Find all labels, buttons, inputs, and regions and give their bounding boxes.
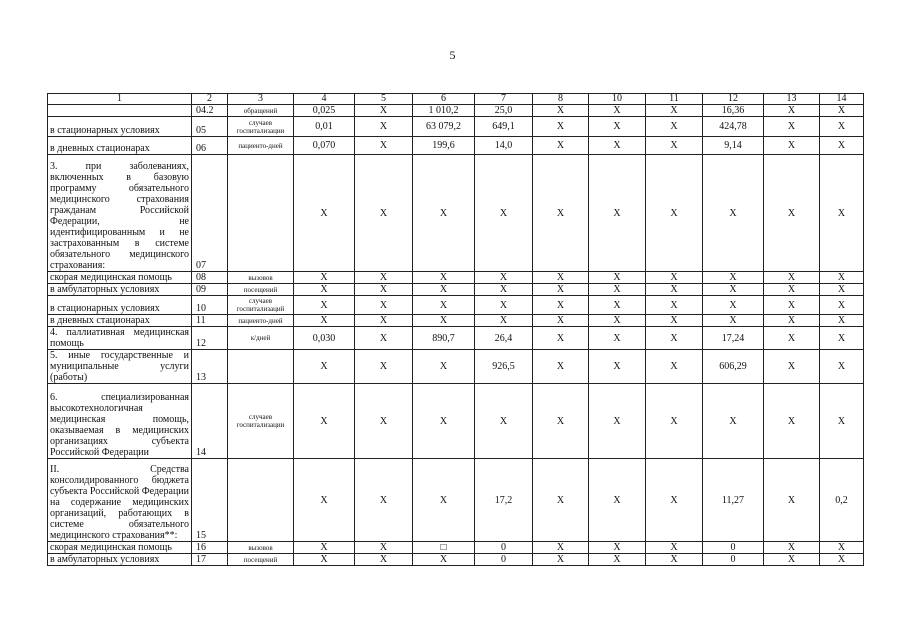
row-value: X — [355, 155, 413, 272]
row-value: 14,0 — [475, 137, 533, 155]
row-value: X — [646, 105, 703, 117]
row-code: 04.2 — [192, 105, 228, 117]
row-name — [48, 105, 192, 117]
row-unit: случаев госпитализации — [228, 117, 294, 137]
row-value: X — [820, 384, 864, 459]
row-value: X — [589, 384, 646, 459]
row-value: 0 — [703, 554, 764, 566]
row-value: 63 079,2 — [413, 117, 475, 137]
row-code: 16 — [192, 542, 228, 554]
row-value: X — [764, 117, 820, 137]
row-code: 17 — [192, 554, 228, 566]
table-row — [48, 296, 864, 315]
row-value: X — [294, 384, 355, 459]
column-header: 8 — [533, 94, 589, 105]
row-value: X — [589, 272, 646, 284]
row-value: X — [646, 117, 703, 137]
row-name: в стационарных условиях — [48, 296, 192, 315]
row-code: 14 — [192, 384, 228, 459]
row-name: в стационарных условиях — [48, 117, 192, 137]
row-code: 10 — [192, 296, 228, 315]
row-code: 09 — [192, 284, 228, 296]
row-value: X — [646, 284, 703, 296]
row-value: X — [355, 105, 413, 117]
row-value: X — [589, 155, 646, 272]
row-value: X — [589, 296, 646, 315]
row-value: X — [589, 284, 646, 296]
row-value: X — [589, 137, 646, 155]
row-value: 0 — [703, 542, 764, 554]
row-name: в дневных стационарах — [48, 137, 192, 155]
row-value: X — [764, 384, 820, 459]
row-value: X — [703, 284, 764, 296]
table-row — [48, 117, 864, 137]
row-value: X — [764, 327, 820, 350]
row-value: X — [820, 542, 864, 554]
row-value: X — [646, 327, 703, 350]
row-value: X — [764, 315, 820, 327]
row-code: 08 — [192, 272, 228, 284]
row-value: X — [294, 459, 355, 542]
row-unit: вызовов — [228, 542, 294, 554]
row-value: X — [646, 384, 703, 459]
row-name: 6. специализированная высокотехнологичная медицинская помощь, оказываемая в медицинских организациях субъекта Российской Федерации — [48, 384, 192, 459]
row-value: X — [355, 284, 413, 296]
row-value: X — [820, 272, 864, 284]
row-value: X — [646, 315, 703, 327]
table-row — [48, 554, 864, 566]
row-value: X — [294, 542, 355, 554]
row-unit — [228, 350, 294, 384]
row-value: X — [413, 296, 475, 315]
row-value: X — [646, 272, 703, 284]
row-value: X — [764, 459, 820, 542]
row-value: X — [589, 117, 646, 137]
row-value: 17,24 — [703, 327, 764, 350]
row-name: в дневных стационарах — [48, 315, 192, 327]
row-value: 26,4 — [475, 327, 533, 350]
row-unit: обращений — [228, 105, 294, 117]
row-value: X — [646, 459, 703, 542]
row-value: 0,01 — [294, 117, 355, 137]
column-header: 3 — [228, 94, 294, 105]
table-row — [48, 272, 864, 284]
row-value: X — [413, 272, 475, 284]
row-value: X — [413, 459, 475, 542]
row-value: X — [764, 105, 820, 117]
row-name: в амбулаторных условиях — [48, 554, 192, 566]
row-name: II. Средства консолидированного бюджета субъекта Российской Федерации на содержание медицинских организаций, работающих в системе обязательного медицинского страхования**: — [48, 459, 192, 542]
row-value: X — [764, 137, 820, 155]
row-value: X — [646, 554, 703, 566]
row-code: 05 — [192, 117, 228, 137]
row-value: 649,1 — [475, 117, 533, 137]
row-value: X — [646, 155, 703, 272]
row-value: X — [294, 315, 355, 327]
row-value: 17,2 — [475, 459, 533, 542]
row-value: X — [533, 459, 589, 542]
row-value: 424,78 — [703, 117, 764, 137]
row-value: X — [355, 296, 413, 315]
row-value: X — [294, 155, 355, 272]
row-value: 0,025 — [294, 105, 355, 117]
row-value: 0,070 — [294, 137, 355, 155]
row-value: X — [764, 296, 820, 315]
row-value: X — [764, 542, 820, 554]
row-value: 199,6 — [413, 137, 475, 155]
table-row — [48, 350, 864, 384]
row-value: X — [475, 284, 533, 296]
row-value: X — [475, 315, 533, 327]
row-value: X — [413, 315, 475, 327]
row-value: 16,36 — [703, 105, 764, 117]
row-value: X — [475, 296, 533, 315]
row-value: X — [355, 554, 413, 566]
row-value: 11,27 — [703, 459, 764, 542]
row-value: X — [413, 350, 475, 384]
row-value: X — [703, 155, 764, 272]
row-value: X — [533, 155, 589, 272]
row-value: X — [703, 272, 764, 284]
row-unit: пациенто-дней — [228, 137, 294, 155]
column-header: 6 — [413, 94, 475, 105]
row-value: X — [533, 384, 589, 459]
table-row — [48, 137, 864, 155]
row-value: X — [294, 554, 355, 566]
row-code: 11 — [192, 315, 228, 327]
row-unit: к/дней — [228, 327, 294, 350]
row-value: X — [646, 542, 703, 554]
row-value: X — [355, 117, 413, 137]
table-row — [48, 315, 864, 327]
row-value: X — [820, 117, 864, 137]
row-unit: пациенто-дней — [228, 315, 294, 327]
row-unit: вызовов — [228, 272, 294, 284]
row-code: 15 — [192, 459, 228, 542]
column-header: 1 — [48, 94, 192, 105]
row-value: X — [355, 137, 413, 155]
row-value: 0,030 — [294, 327, 355, 350]
row-name: в амбулаторных условиях — [48, 284, 192, 296]
row-value: 0,2 — [820, 459, 864, 542]
row-value: X — [820, 327, 864, 350]
row-value: X — [703, 384, 764, 459]
row-value: X — [533, 315, 589, 327]
row-value: X — [355, 315, 413, 327]
row-value: X — [646, 350, 703, 384]
row-value: 1 010,2 — [413, 105, 475, 117]
row-value: X — [589, 327, 646, 350]
table-row — [48, 459, 864, 542]
row-value: X — [820, 284, 864, 296]
row-value: X — [820, 554, 864, 566]
row-value: X — [703, 296, 764, 315]
row-value: X — [764, 350, 820, 384]
row-value: 9,14 — [703, 137, 764, 155]
row-value: X — [355, 350, 413, 384]
row-value: X — [764, 155, 820, 272]
table-row — [48, 105, 864, 117]
row-value: X — [355, 327, 413, 350]
row-value: 0 — [475, 542, 533, 554]
column-header: 7 — [475, 94, 533, 105]
row-value: X — [413, 554, 475, 566]
row-value: 926,5 — [475, 350, 533, 384]
row-value: X — [533, 327, 589, 350]
row-unit — [228, 155, 294, 272]
row-value: □ — [413, 542, 475, 554]
row-value: X — [413, 284, 475, 296]
row-value: 606,29 — [703, 350, 764, 384]
row-value: X — [533, 272, 589, 284]
row-value: X — [294, 284, 355, 296]
row-name: 5. иные государственные и муниципальные услуги (работы) — [48, 350, 192, 384]
table-row — [48, 542, 864, 554]
row-unit — [228, 459, 294, 542]
row-value: X — [533, 284, 589, 296]
row-value: X — [764, 272, 820, 284]
table-row — [48, 284, 864, 296]
row-value: X — [820, 155, 864, 272]
row-value: X — [820, 350, 864, 384]
column-header: 11 — [646, 94, 703, 105]
row-code: 12 — [192, 327, 228, 350]
row-value: X — [533, 105, 589, 117]
row-name: скорая медицинская помощь — [48, 272, 192, 284]
column-header: 5 — [355, 94, 413, 105]
row-value: 25,0 — [475, 105, 533, 117]
row-value: X — [475, 272, 533, 284]
header-row — [48, 94, 864, 105]
row-value: X — [294, 272, 355, 284]
row-value: X — [533, 542, 589, 554]
row-name: 4. паллиативная медицинская помощь — [48, 327, 192, 350]
row-value: X — [764, 554, 820, 566]
column-header: 10 — [589, 94, 646, 105]
row-unit: посещений — [228, 554, 294, 566]
row-value: X — [475, 155, 533, 272]
table-row — [48, 384, 864, 459]
row-value: X — [533, 350, 589, 384]
row-value: X — [646, 137, 703, 155]
table-row — [48, 327, 864, 350]
column-header: 2 — [192, 94, 228, 105]
row-value: X — [589, 459, 646, 542]
row-code: 13 — [192, 350, 228, 384]
page-number: 5 — [449, 48, 456, 62]
column-header: 13 — [764, 94, 820, 105]
row-unit: случаев госпитализации — [228, 384, 294, 459]
row-value: X — [294, 296, 355, 315]
row-value: X — [413, 155, 475, 272]
row-value: X — [355, 384, 413, 459]
row-unit: посещений — [228, 284, 294, 296]
row-value: X — [475, 384, 533, 459]
row-value: X — [355, 272, 413, 284]
row-value: X — [764, 284, 820, 296]
row-code: 06 — [192, 137, 228, 155]
column-header: 4 — [294, 94, 355, 105]
row-value: X — [533, 137, 589, 155]
row-value: X — [355, 542, 413, 554]
row-value: X — [703, 315, 764, 327]
row-value: X — [413, 384, 475, 459]
row-name: 3. при заболеваниях, включенных в базовую программу обязательного медицинского страхования гражданам Российской Федерации, не идентифицированным и не застрахованным в системе обязательного медицинского страхования: — [48, 155, 192, 272]
row-unit: случаев госпитализаций — [228, 296, 294, 315]
column-header: 12 — [703, 94, 764, 105]
row-value: X — [294, 350, 355, 384]
table-row — [48, 155, 864, 272]
row-value: X — [355, 459, 413, 542]
row-value: X — [589, 105, 646, 117]
row-code: 07 — [192, 155, 228, 272]
row-value: X — [820, 105, 864, 117]
cost-table — [47, 93, 864, 566]
column-header: 14 — [820, 94, 864, 105]
row-value: X — [589, 350, 646, 384]
row-value: X — [820, 296, 864, 315]
row-value: 890,7 — [413, 327, 475, 350]
row-value: X — [533, 554, 589, 566]
row-value: X — [589, 315, 646, 327]
row-value: X — [533, 296, 589, 315]
row-value: X — [820, 137, 864, 155]
row-value: 0 — [475, 554, 533, 566]
row-name: скорая медицинская помощь — [48, 542, 192, 554]
row-value: X — [533, 117, 589, 137]
row-value: X — [589, 542, 646, 554]
row-value: X — [820, 315, 864, 327]
row-value: X — [589, 554, 646, 566]
row-value: X — [646, 296, 703, 315]
